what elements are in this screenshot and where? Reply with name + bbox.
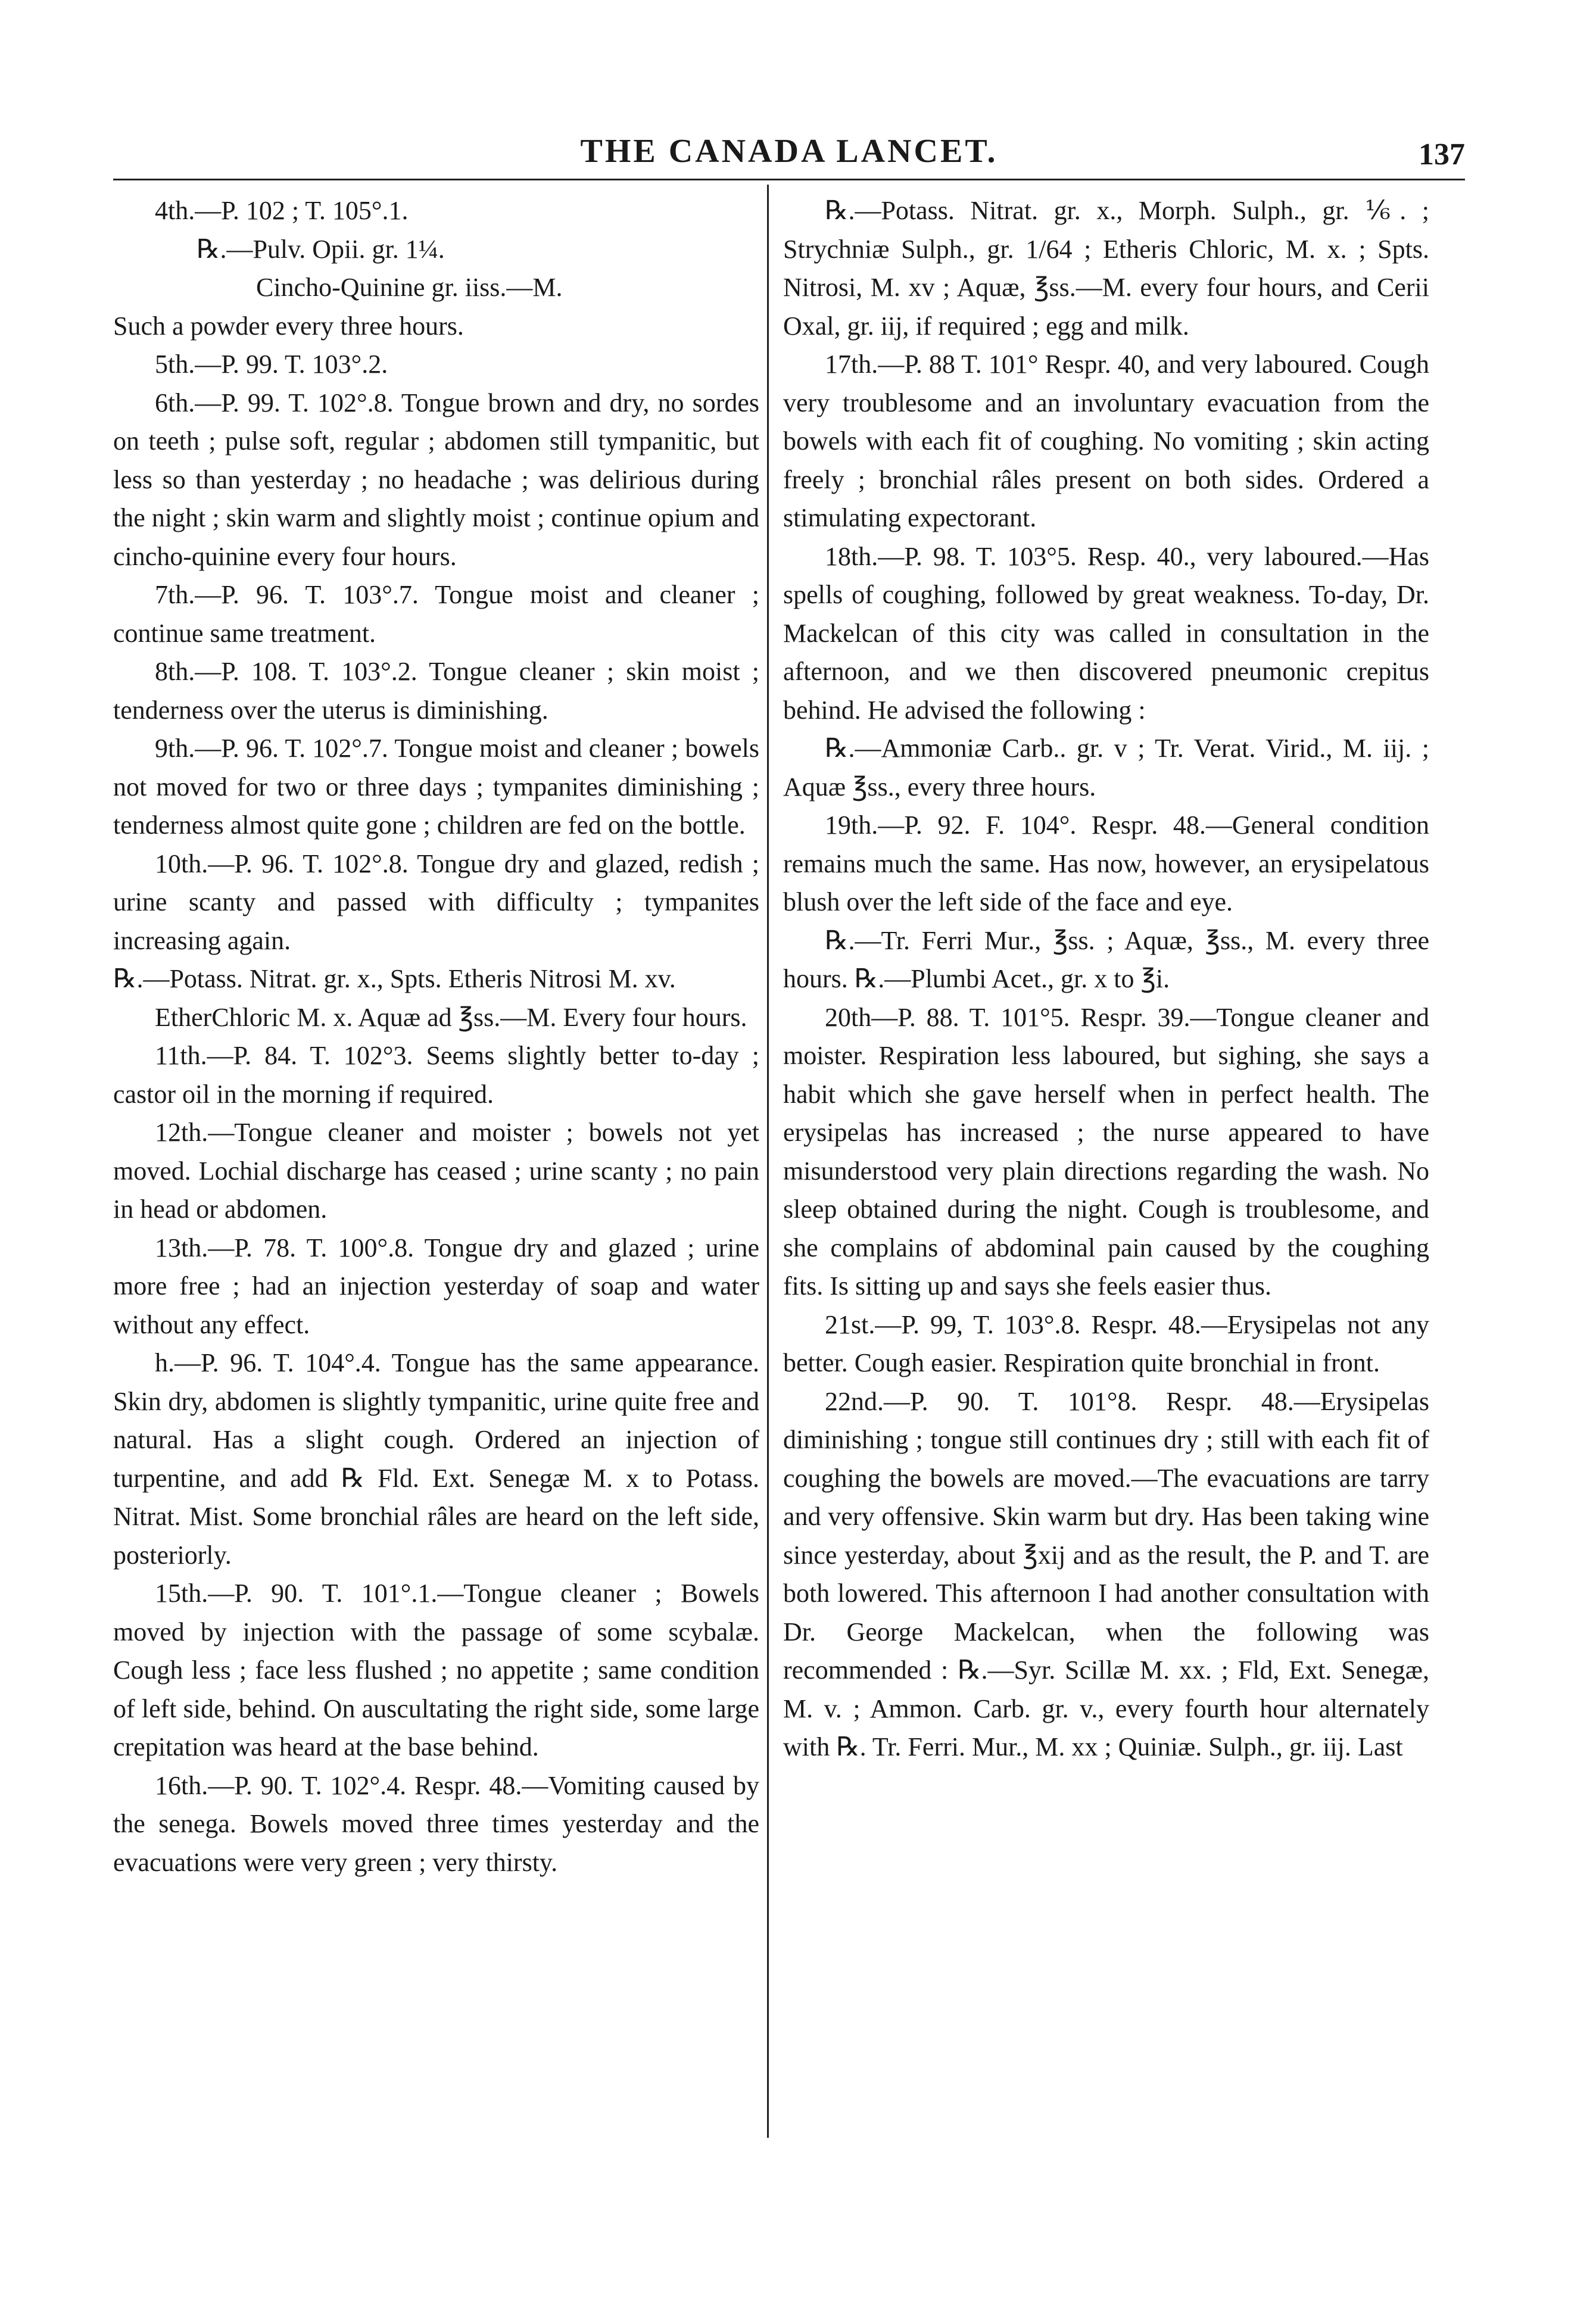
entry-15th: 15th.—P. 90. T. 101°.1.—Tongue cleaner ; Bowels moved by injection with the passage of some scybalæ. Cough less ; face less flushed ; no appetite ; same condition of left side, behind. On auscultating the right side, some large crepitation was heard at the base behind. [113,1579,759,1761]
prescription-line: ℞.—Potass. Nitrat. gr. x., Spts. Etheris Nitrosi M. xv. [113,964,676,993]
entry-20th: 20th—P. 88. T. 101°5. Respr. 39.—Tongue cleaner and moister. Respiration less laboured, but sighing, she says a habit which she gave herself when in perfect health. The erysipelas has increased ; the nurse appeared to have misunderstood very plain directions regarding the wash. No sleep obtained during the night. Cough is troublesome, and she complains of abdominal pain caused by the coughing fits. Is sitting up and says she feels easier thus. [783,1002,1429,1301]
header-rule [113,179,1465,180]
running-title: THE CANADA LANCET. [580,133,998,170]
entry-6th: 6th.—P. 99. T. 102°.8. Tongue brown and dry, no sordes on teeth ; pulse soft, regular ; abdomen still tympanitic, but less so than yesterday ; no headache ; was delirious during the night ; skin warm and slightly moist ; continue opium and cincho-quinine every four hours. [113,388,759,571]
entry-5th: 5th.—P. 99. T. 103°.2. [155,350,388,379]
left-column [113,192,759,1882]
entry-14th: h.—P. 96. T. 104°.4. Tongue has the same appearance. Skin dry, abdomen is slightly tympanitic, urine quite free and natural. Has a slight cough. Ordered an injection of turpentine, and add ℞ Fld. Ext. Senegæ M. x to Potass. Nitrat. Mist. Some bronchial râles are heard on the left side, posteriorly. [113,1348,759,1570]
entry-18th: 18th.—P. 98. T. 103°5. Resp. 40., very laboured.—Has spells of coughing, followed by great weakness. To-day, Dr. Mackelcan of this city was called in consultation in the afternoon, and we then discovered pneumonic crepitus behind. He advised the following : [783,541,1429,725]
prescription-paragraph: ℞.—Tr. Ferri Mur., ℥ss. ; Aquæ, ℥ss., M. every three hours. ℞.—Plumbi Acet., gr. x to ℥i. [783,925,1429,993]
entry-13th: 13th.—P. 78. T. 100°.8. Tongue dry and glazed ; urine more free ; had an injection yesterday of soap and water without any effect. [113,1233,759,1339]
entry-11th: 11th.—P. 84. T. 102°3. Seems slightly better to-day ; castor oil in the morning if required. [113,1041,759,1109]
entry-22nd: 22nd.—P. 90. T. 101°8. Respr. 48.—Erysipelas diminishing ; tongue still continues dry ; still with each fit of coughing the bowels are moved.—The evacuations are tarry and very offensive. Skin warm but dry. Has been taking wine since yesterday, about ℥xij and as the result, the P. and T. are both lowered. This afternoon I had another consultation with Dr. George Mackelcan, when the following was recommended : ℞.—Syr. Scillæ M. xx. ; Fld, Ext. Senegæ, M. v. ; Ammon. Carb. gr. v., every fourth hour alternately with ℞. Tr. Ferri. Mur., M. xx ; Quiniæ. Sulph., gr. iij. Last [783,1386,1429,1761]
entry-9th: 9th.—P. 96. T. 102°.7. Tongue moist and cleaner ; bowels not moved for two or three days ; tympanites diminishing ; tenderness almost quite gone ; children are fed on the bottle. [113,734,759,840]
prescription-line: Cincho-Quinine gr. iiss.—M. [256,273,563,302]
page-header [113,132,1465,186]
right-column [783,192,1429,1767]
entry-12th: 12th.—Tongue cleaner and moister ; bowels not yet moved. Lochial discharge has ceased ; urine scanty ; no pain in head or abdomen. [113,1118,759,1224]
entry-7th: 7th.—P. 96. T. 103°.7. Tongue moist and cleaner ; continue same treatment. [113,580,759,648]
page-number: 137 [1419,138,1465,171]
prescription-paragraph: ℞.—Ammoniæ Carb.. gr. v ; Tr. Verat. Virid., M. iij. ; Aquæ ℥ss., every three hours. [783,734,1429,802]
prescription-paragraph: ℞.—Potass. Nitrat. gr. x., Morph. Sulph., gr. ⅙. ; Strychniæ Sulph., gr. 1/64 ; Etheris Chloric, M. x. ; Spts. Nitrosi, M. xv ; Aquæ, ℥ss.—M. every four hours, and Cerii Oxal, gr. iij, if required ; egg and milk. [783,196,1429,341]
column-divider [767,185,769,2138]
entry-8th: 8th.—P. 108. T. 103°.2. Tongue cleaner ; skin moist ; tenderness over the uterus is diminishing. [113,657,759,725]
entry-19th: 19th.—P. 92. F. 104°. Respr. 48.—General condition remains much the same. Has now, however, an erysipelatous blush over the left side of the face and eye. [783,810,1429,916]
entry-16th: 16th.—P. 90. T. 102°.4. Respr. 48.—Vomiting caused by the senega. Bowels moved three times yesterday and the evacuations were very green ; very thirsty. [113,1770,759,1877]
entry-4th: 4th.—P. 102 ; T. 105°.1. [155,196,409,225]
entry-17th: 17th.—P. 88 T. 101° Respr. 40, and very laboured. Cough very troublesome and an involuntary evacuation from the bowels with each fit of coughing. No vomiting ; skin acting freely ; bronchial râles present on both sides. Ordered a stimulating expectorant. [783,350,1429,532]
entry-21st: 21st.—P. 99, T. 103°.8. Respr. 48.—Erysipelas not any better. Cough easier. Respiration quite bronchial in front. [783,1309,1429,1377]
prescription-continuation: EtherChloric M. x. Aquæ ad ℥ss.—M. Every four hours. [155,1002,747,1032]
prescription-line: ℞.—Pulv. Opii. gr. 1¼. [197,234,445,264]
paragraph: Such a powder every three hours. [113,311,464,341]
entry-10th: 10th.—P. 96. T. 102°.8. Tongue dry and glazed, redish ; urine scanty and passed with difficulty ; tympanites increasing again. [113,849,759,955]
